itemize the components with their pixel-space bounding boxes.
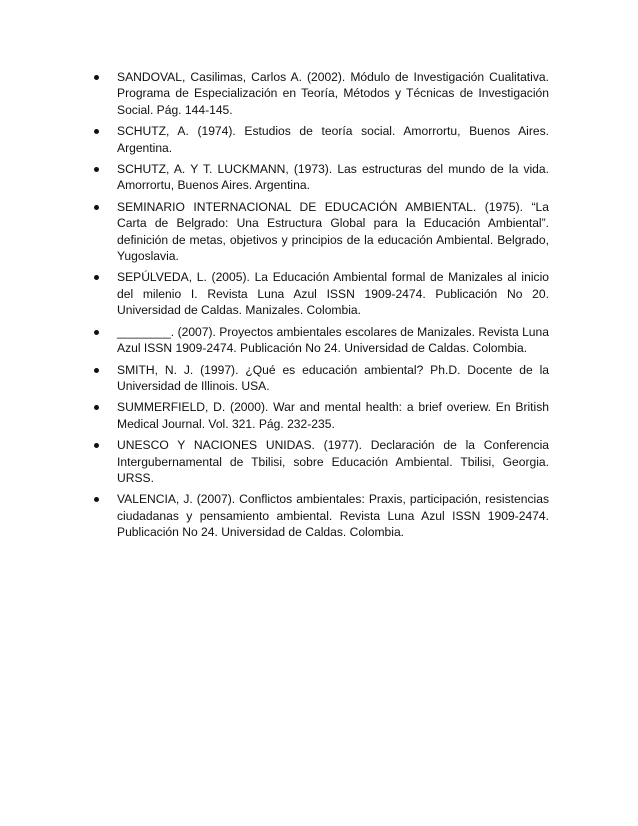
reference-item: SCHUTZ, A. (1974). Estudios de teoría social. Amorrortu, Buenos Aires. Argentina. (92, 123, 549, 156)
reference-list (92, 69, 549, 546)
reference-item: ________. (2007). Proyectos ambientales escolares de Manizales. Revista Luna Azul ISSN 1909-2474. Publicación No 24. Universidad de Caldas. Colombia. (92, 324, 549, 357)
reference-item: SANDOVAL, Casilimas, Carlos A. (2002). Módulo de Investigación Cualitativa. Programa de Especialización en Teoría, Métodos y Técnicas de Investigación Social. Pág. 144-145. (92, 69, 549, 118)
reference-item: VALENCIA, J. (2007). Conflictos ambientales: Praxis, participación, resistencias ciudadanas y pensamiento ambiental. Revista Luna Azul ISSN 1909-2474. Publicación No 24. Universidad de Caldas. Colombia. (92, 491, 549, 540)
reference-item: UNESCO Y NACIONES UNIDAS. (1977). Declaración de la Conferencia Intergubernamental de Tbilisi, sobre Educación Ambiental. Tbilisi, Georgia. URSS. (92, 437, 549, 486)
reference-item: SCHUTZ, A. Y T. LUCKMANN, (1973). Las estructuras del mundo de la vida. Amorrortu, Buenos Aires. Argentina. (92, 161, 549, 194)
reference-item: SEMINARIO INTERNACIONAL DE EDUCACIÓN AMBIENTAL. (1975). “La Carta de Belgrado: Una Estructura Global para la Educación Ambiental”. definición de metas, objetivos y principios de la educación Ambiental. Belgrado, Yugoslavia. (92, 199, 549, 265)
reference-item: SEPÚLVEDA, L. (2005). La Educación Ambiental formal de Manizales al inicio del milenio I. Revista Luna Azul ISSN 1909-2474. Publicación No 20. Universidad de Caldas. Manizales. Colombia. (92, 269, 549, 318)
reference-item: SMITH, N. J. (1997). ¿Qué es educación ambiental? Ph.D. Docente de la Universidad de Illinois. USA. (92, 362, 549, 395)
reference-item: SUMMERFIELD, D. (2000). War and mental health: a brief overiew. En British Medical Journal. Vol. 321. Pág. 232-235. (92, 399, 549, 432)
